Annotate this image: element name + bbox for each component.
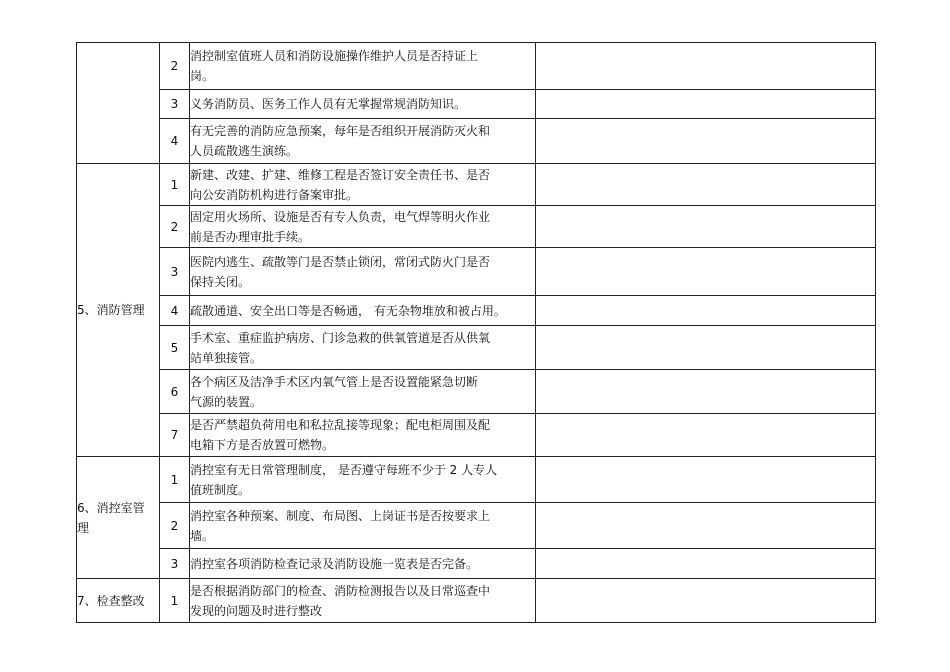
item-number: 3: [160, 248, 190, 296]
result-cell[interactable]: [536, 248, 876, 296]
table-row: [77, 503, 876, 549]
item-text: 消控制室值班人员和消防设施操作维护人员是否持证上 岗。: [190, 43, 536, 90]
result-cell[interactable]: [536, 90, 876, 119]
item-number: 1: [160, 164, 190, 206]
table-row: [77, 206, 876, 248]
table-row: [77, 414, 876, 457]
result-cell[interactable]: [536, 579, 876, 623]
result-cell[interactable]: [536, 549, 876, 579]
item-number: 5: [160, 326, 190, 370]
item-number: 7: [160, 414, 190, 457]
item-text: 疏散通道、安全出口等是否畅通， 有无杂物堆放和被占用。: [190, 296, 536, 326]
item-number: 1: [160, 457, 190, 503]
item-text: 新建、改建、扩建、维修工程是否签订安全责任书、是否 向公安消防机构进行备案审批。: [190, 164, 536, 206]
table-row: [77, 326, 876, 370]
result-cell[interactable]: [536, 164, 876, 206]
item-text: 有无完善的消防应急预案，每年是否组织开展消防灭火和 人员疏散逃生演练。: [190, 119, 536, 164]
item-number: 3: [160, 549, 190, 579]
item-text: 是否根据消防部门的检查、消防检测报告以及日常巡查中 发现的问题及时进行整改: [190, 579, 536, 623]
item-number: 4: [160, 296, 190, 326]
table-row: [77, 119, 876, 164]
category-cell: 6、消控室管 理: [77, 457, 160, 579]
category-cell: 7、检查整改: [77, 579, 160, 623]
inspection-table: [76, 42, 876, 623]
item-text: 消控室有无日常管理制度， 是否遵守每班不少于 2 人专人 值班制度。: [190, 457, 536, 503]
table-row: [77, 164, 876, 206]
item-text: 固定用火场所、设施是否有专人负责，电气焊等明火作业 前是否办理审批手续。: [190, 206, 536, 248]
table-row: [77, 457, 876, 503]
result-cell[interactable]: [536, 296, 876, 326]
result-cell[interactable]: [536, 206, 876, 248]
item-text: 各个病区及洁净手术区内氧气管上是否设置能紧急切断 气源的装置。: [190, 370, 536, 414]
table-row: [77, 370, 876, 414]
item-text: 是否严禁超负荷用电和私拉乱接等现象；配电柜周围及配 电箱下方是否放置可燃物。: [190, 414, 536, 457]
result-cell[interactable]: [536, 457, 876, 503]
table-row: [77, 248, 876, 296]
category-cell: 5、消防管理: [77, 164, 160, 457]
item-text: 手术室、重症监护病房、门诊急救的供氧管道是否从供氧 站单独接管。: [190, 326, 536, 370]
category-cell: [77, 43, 160, 164]
result-cell[interactable]: [536, 503, 876, 549]
result-cell[interactable]: [536, 119, 876, 164]
item-number: 4: [160, 119, 190, 164]
result-cell[interactable]: [536, 326, 876, 370]
item-number: 2: [160, 503, 190, 549]
item-number: 1: [160, 579, 190, 623]
result-cell[interactable]: [536, 43, 876, 90]
table-row: [77, 90, 876, 119]
item-number: 3: [160, 90, 190, 119]
result-cell[interactable]: [536, 414, 876, 457]
item-number: 2: [160, 43, 190, 90]
table-row: [77, 296, 876, 326]
table-row: [77, 43, 876, 90]
item-text: 义务消防员、医务工作人员有无掌握常规消防知识。: [190, 90, 536, 119]
item-text: 消控室各种预案、制度、布局图、上岗证书是否按要求上 墙。: [190, 503, 536, 549]
item-number: 2: [160, 206, 190, 248]
item-text: 医院内逃生、疏散等门是否禁止锁闭，常闭式防火门是否 保持关闭。: [190, 248, 536, 296]
item-text: 消控室各项消防检查记录及消防设施一览表是否完备。: [190, 549, 536, 579]
table-row: [77, 579, 876, 623]
table-row: [77, 549, 876, 579]
result-cell[interactable]: [536, 370, 876, 414]
item-number: 6: [160, 370, 190, 414]
